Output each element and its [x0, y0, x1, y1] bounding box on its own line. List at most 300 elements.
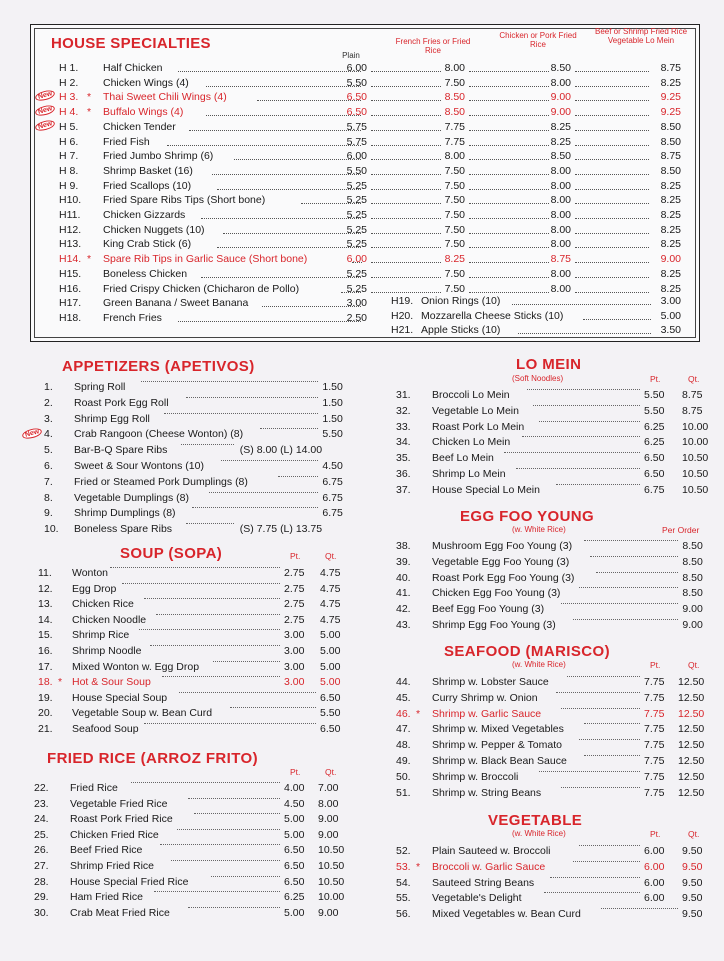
item-number: 6.	[44, 460, 53, 472]
item-price-qt: 4.75	[320, 613, 341, 626]
item-name: Broccoli w. Garlic Sauce	[432, 860, 546, 873]
item-price-pt: 6.25	[284, 891, 305, 904]
item-price-pt: 4.00	[284, 782, 305, 794]
menu-item-row	[0, 692, 724, 707]
item-price-qt: 12.50	[678, 676, 705, 688]
soup-qt-header: Qt.	[325, 551, 337, 561]
item-price-pt: 2.75	[284, 567, 305, 579]
item-number: 33.	[396, 420, 411, 433]
item-code: H 2.	[59, 76, 79, 89]
extra-price: 5.00	[660, 309, 681, 322]
item-number: 56.	[396, 908, 411, 921]
house-item-row	[31, 77, 699, 92]
item-name: Chicken Gizzards	[103, 209, 186, 221]
new-badge: New	[34, 89, 56, 103]
item-price-pt: 6.50	[284, 860, 305, 872]
menu-item-row	[0, 755, 724, 770]
price-fries: 7.50	[444, 179, 465, 192]
item-price-pt: 7.75	[644, 786, 665, 799]
item-price-qt: 9.50	[682, 845, 703, 857]
item-name: Mushroom Egg Foo Young (3)	[432, 540, 573, 552]
dot-leader	[561, 708, 640, 709]
item-number: 15.	[38, 629, 53, 642]
dot-leader	[575, 180, 649, 190]
item-number: 46.	[396, 707, 411, 720]
item-code: H18.	[59, 311, 82, 324]
item-number: 12.	[38, 582, 53, 595]
item-price-qt: 10.50	[682, 468, 709, 480]
item-price-qt: 9.50	[682, 908, 703, 921]
item-number: 17.	[38, 660, 53, 673]
item-code: H13.	[59, 238, 82, 251]
price-chicken: 9.00	[550, 106, 571, 119]
item-number: 30.	[34, 906, 49, 919]
menu-item-row	[0, 484, 724, 499]
price-plain: 5.50	[346, 164, 367, 177]
item-price-pt: 6.50	[284, 875, 305, 888]
item-price-qt: 10.00	[682, 436, 709, 449]
dot-leader	[469, 238, 549, 248]
item-number: 20.	[38, 707, 53, 720]
item-price-pt: 7.75	[644, 739, 665, 752]
item-price-pt: 6.25	[644, 420, 665, 433]
item-price: 8.50	[682, 555, 703, 568]
dot-leader	[561, 603, 678, 604]
price-beef: 9.25	[660, 106, 681, 119]
price-beef: 8.75	[660, 150, 681, 163]
item-code: H11.	[59, 209, 81, 221]
dot-leader	[178, 62, 361, 72]
item-name: Roast Pork Lo Mein	[432, 420, 525, 433]
price-plain: 6.00	[346, 62, 367, 74]
item-code: H10.	[59, 194, 82, 207]
item-price: 6.75	[322, 475, 343, 488]
item-price-pt: 5.00	[284, 828, 305, 841]
item-name: Egg Drop	[72, 582, 117, 595]
item-number: 31.	[396, 389, 411, 401]
menu-item-row	[0, 829, 724, 844]
item-number: 1.	[44, 381, 53, 393]
dot-leader	[371, 150, 441, 160]
item-name: French Fries	[103, 311, 162, 324]
price-plain: 6.50	[346, 91, 367, 104]
price-plain: 5.75	[346, 135, 367, 148]
item-number: 14.	[38, 613, 53, 626]
dot-leader	[371, 180, 441, 190]
menu-item-row	[0, 421, 724, 436]
col-plain: Plain	[342, 51, 360, 60]
price-fries: 7.50	[444, 238, 465, 251]
dot-leader	[371, 62, 441, 72]
item-name: Hot & Sour Soup	[72, 676, 151, 689]
item-number: 5.	[44, 444, 53, 457]
dot-leader	[469, 268, 549, 278]
item-name: Sweet & Sour Wontons (10)	[74, 460, 204, 472]
dot-leader	[371, 165, 441, 175]
price-chicken: 8.25	[550, 135, 571, 148]
price-beef: 8.25	[660, 194, 681, 207]
extra-code: H20.	[391, 309, 414, 322]
item-name: Beef Fried Rice	[70, 844, 143, 857]
item-name: Beef Egg Foo Young (3)	[432, 603, 545, 616]
vegetable-title: VEGETABLE	[488, 812, 583, 829]
dot-leader	[371, 121, 441, 131]
item-code: H 9.	[59, 179, 79, 192]
price-chicken: 8.00	[550, 223, 571, 236]
item-number: 22.	[34, 782, 49, 794]
item-price-pt: 3.00	[284, 660, 305, 673]
item-number: 45.	[396, 691, 411, 704]
menu-item-row	[0, 572, 724, 587]
item-number: 48.	[396, 739, 411, 752]
dot-leader	[189, 121, 361, 131]
dot-leader	[575, 150, 649, 160]
item-name: Boneless Spare Ribs	[74, 523, 173, 536]
menu-item-row	[0, 787, 724, 802]
price-chicken: 8.50	[550, 62, 571, 74]
item-name: Buffalo Wings (4)	[103, 106, 184, 119]
item-name: House Special Lo Mein	[432, 483, 540, 496]
item-price-qt: 12.50	[678, 786, 705, 799]
item-code: H16.	[59, 282, 82, 295]
item-name: Fried Jumbo Shrimp (6)	[103, 150, 214, 163]
dot-leader	[371, 106, 441, 116]
vegetable-qt-header: Qt.	[688, 829, 700, 839]
item-name: Vegetable's Delight	[432, 892, 522, 905]
item-number: 40.	[396, 571, 411, 584]
price-plain: 5.25	[346, 209, 367, 221]
item-name: Shrimp w. Garlic Sauce	[432, 707, 542, 720]
item-price: 9.00	[682, 603, 703, 616]
price-plain: 3.00	[346, 297, 367, 310]
dot-leader	[584, 540, 678, 541]
item-code: H 6.	[59, 135, 79, 148]
item-number: 34.	[396, 436, 411, 449]
item-price-pt: 7.75	[644, 770, 665, 783]
item-number: 28.	[34, 875, 49, 888]
dot-leader	[539, 421, 640, 422]
price-chicken: 8.75	[550, 253, 571, 266]
item-price-qt: 12.50	[678, 739, 705, 752]
house-item-row	[31, 194, 699, 209]
dot-leader	[469, 209, 549, 219]
item-price-qt: 12.50	[678, 723, 705, 736]
item-number: 16.	[38, 645, 53, 657]
dot-leader	[469, 283, 549, 293]
item-name: Chicken Wings (4)	[103, 76, 189, 89]
item-price-qt: 4.75	[320, 567, 341, 579]
item-number: 42.	[396, 603, 411, 616]
menu-item-row	[0, 771, 724, 786]
item-name: King Crab Stick (6)	[103, 238, 192, 251]
dot-leader	[469, 165, 549, 175]
dot-leader	[584, 755, 640, 756]
item-code: H15.	[59, 267, 82, 280]
price-beef: 8.50	[660, 120, 681, 133]
new-badge: New	[34, 104, 56, 118]
menu-item-row	[0, 523, 724, 538]
menu-item-row	[0, 452, 724, 467]
item-price-pt: 5.50	[644, 389, 665, 401]
item-code: H 8.	[59, 164, 79, 177]
extra-code: H19.	[391, 295, 414, 307]
dot-leader	[371, 91, 441, 101]
dot-leader	[516, 468, 640, 469]
item-price-qt: 9.50	[682, 892, 703, 905]
price-chicken: 9.00	[550, 91, 571, 104]
price-fries: 7.75	[444, 120, 465, 133]
item-name: Curry Shrimp w. Onion	[432, 691, 538, 704]
item-price: 4.50	[322, 460, 343, 472]
dot-leader	[186, 523, 234, 524]
eggfoo-per-header: Per Order	[662, 525, 700, 535]
item-price-qt: 5.50	[320, 707, 341, 720]
item-code: H 4.	[59, 106, 79, 119]
friedrice-pt-header: Pt.	[290, 767, 301, 777]
item-price: 1.50	[322, 381, 343, 393]
dot-leader	[575, 253, 649, 263]
dot-leader	[573, 619, 678, 620]
price-beef: 8.25	[660, 209, 681, 221]
dot-leader	[522, 436, 641, 437]
dot-leader	[575, 106, 649, 116]
item-number: 2.	[44, 396, 53, 409]
extra-name: Mozzarella Cheese Sticks (10)	[421, 309, 564, 322]
item-price-pt: 6.50	[644, 452, 665, 465]
star-mark: *	[416, 860, 421, 873]
item-price-pt: 3.00	[284, 676, 305, 689]
item-number: 3.	[44, 412, 53, 425]
dot-leader	[469, 180, 549, 190]
menu-item-row	[0, 661, 724, 676]
item-code: H14.	[59, 253, 82, 266]
item-name: Vegetable Fried Rice	[70, 797, 168, 810]
item-number: 8.	[44, 491, 53, 504]
dot-leader	[575, 224, 649, 234]
price-plain: 5.25	[346, 238, 367, 251]
item-price-qt: 10.50	[682, 452, 709, 465]
item-name: Shrimp Lo Mein	[432, 468, 506, 480]
dot-leader	[575, 62, 649, 72]
item-name: Half Chicken	[103, 62, 163, 74]
price-fries: 8.50	[444, 91, 465, 104]
item-number: 37.	[396, 483, 411, 496]
seafood-qt-header: Qt.	[688, 660, 700, 670]
dot-leader	[371, 283, 441, 293]
menu-item-row	[0, 405, 724, 420]
item-price-qt: 9.50	[682, 860, 703, 873]
item-name: Chicken Nuggets (10)	[103, 223, 205, 236]
item-price-pt: 7.75	[644, 723, 665, 736]
house-item-row	[31, 268, 699, 283]
new-badge: New	[21, 427, 43, 441]
item-name: Roast Pork Egg Roll	[74, 396, 169, 409]
price-beef: 8.25	[660, 238, 681, 251]
item-number: 43.	[396, 619, 411, 631]
menu-item-row	[0, 619, 724, 634]
item-price-qt: 10.50	[318, 875, 345, 888]
item-number: 44.	[396, 676, 411, 688]
item-price-qt: 12.50	[678, 755, 705, 767]
dot-leader	[556, 692, 640, 693]
menu-item-row	[0, 556, 724, 571]
item-number: 18.	[38, 676, 53, 689]
price-fries: 8.50	[444, 106, 465, 119]
house-item-row	[31, 136, 699, 151]
item-name: Chicken Lo Mein	[432, 436, 511, 449]
col-chicken: Chicken or Pork Fried Rice	[499, 31, 577, 49]
menu-item-row	[0, 587, 724, 602]
dot-leader	[575, 283, 649, 293]
item-name: Mixed Vegetables w. Bean Curd	[432, 908, 581, 921]
item-name: Mixed Wonton w. Egg Drop	[72, 660, 200, 673]
col-beef: Beef or Shrimp Fried Rice Vegetable Lo Mein	[594, 27, 688, 45]
item-number: 10.	[44, 523, 59, 536]
item-name: House Special Soup	[72, 691, 168, 704]
dot-leader	[601, 908, 678, 909]
star-mark: *	[87, 253, 92, 266]
dot-leader	[512, 295, 651, 305]
item-name: Boneless Chicken	[103, 267, 188, 280]
item-price-pt: 5.00	[284, 813, 305, 826]
dot-leader	[544, 892, 640, 893]
item-number: 9.	[44, 507, 53, 520]
item-name: Shrimp Egg Roll	[74, 412, 150, 425]
friedrice-title: FRIED RICE (ARROZ FRITO)	[47, 750, 258, 767]
dot-leader	[575, 194, 649, 204]
item-price-qt: 5.00	[320, 676, 341, 689]
item-number: 35.	[396, 452, 411, 465]
item-number: 11.	[38, 567, 52, 579]
star-mark: *	[58, 676, 63, 689]
item-name: Shrimp Rice	[72, 629, 130, 642]
price-fries: 7.50	[444, 76, 465, 89]
menu-item-row	[0, 645, 724, 660]
price-beef: 8.25	[660, 223, 681, 236]
price-fries: 7.50	[444, 209, 465, 221]
item-code: H12.	[59, 223, 82, 236]
item-name: Vegetable Dumplings (8)	[74, 491, 189, 504]
dot-leader	[583, 310, 651, 320]
dot-leader	[575, 209, 649, 219]
dot-leader	[141, 381, 318, 382]
menu-item-row	[0, 436, 724, 451]
item-name: Fried Rice	[70, 782, 118, 794]
dot-leader	[371, 268, 441, 278]
item-number: 38.	[396, 540, 411, 552]
dot-leader	[590, 556, 678, 557]
price-beef: 8.50	[660, 135, 681, 148]
price-chicken: 8.25	[550, 120, 571, 133]
item-name: Shrimp w. Lobster Sauce	[432, 676, 549, 688]
dot-leader	[469, 150, 549, 160]
house-item-row	[31, 62, 699, 77]
price-chicken: 8.00	[550, 282, 571, 295]
item-name: Sauteed String Beans	[432, 876, 535, 889]
eggfoo-title: EGG FOO YOUNG	[460, 508, 595, 525]
item-price-qt: 10.50	[682, 483, 709, 496]
price-beef: 8.75	[660, 62, 681, 74]
menu-item-row	[0, 507, 724, 522]
item-number: 4.	[44, 428, 53, 441]
item-price-qt: 6.50	[320, 691, 341, 704]
price-plain: 5.25	[346, 267, 367, 280]
item-price-pt: 3.00	[284, 629, 305, 642]
dot-leader	[539, 771, 640, 772]
item-price: (S) 7.75 (L) 13.75	[239, 523, 323, 536]
menu-item-row	[0, 845, 724, 860]
price-chicken: 8.00	[550, 179, 571, 192]
item-price-pt: 6.00	[644, 892, 665, 905]
item-price-qt: 7.00	[318, 782, 339, 794]
item-number: 53.	[396, 860, 411, 873]
item-name: Thai Sweet Chili Wings (4)	[103, 91, 227, 104]
item-name: Bar-B-Q Spare Ribs	[74, 444, 168, 457]
item-name: Shrimp Dumplings (8)	[74, 507, 176, 520]
item-name: Chicken Tender	[103, 120, 176, 133]
vegetable-pt-header: Pt.	[650, 829, 661, 839]
item-price-pt: 6.50	[644, 468, 665, 480]
house-item-row	[31, 238, 699, 253]
house-item-row	[31, 91, 699, 106]
price-fries: 8.00	[444, 62, 465, 74]
item-name: Wonton	[72, 567, 108, 579]
item-price-qt: 12.50	[678, 691, 705, 704]
price-plain: 6.50	[346, 106, 367, 119]
item-price: 1.50	[322, 412, 343, 425]
item-price-qt: 9.50	[682, 876, 703, 889]
extra-name: Onion Rings (10)	[421, 295, 501, 307]
house-item-row	[31, 150, 699, 165]
item-name: Chicken Egg Foo Young (3)	[432, 587, 561, 600]
house-extra-row	[31, 295, 699, 310]
item-name: Plain Sauteed w. Broccoli	[432, 845, 551, 857]
extra-code: H21.	[391, 324, 414, 337]
dot-leader	[371, 77, 441, 87]
item-number: 39.	[396, 555, 411, 568]
item-price: 6.75	[322, 507, 343, 520]
item-price-pt: 2.75	[284, 613, 305, 626]
dot-leader	[469, 253, 549, 263]
item-price-qt: 12.50	[678, 707, 705, 720]
price-beef: 8.25	[660, 282, 681, 295]
dot-leader	[575, 121, 649, 131]
friedrice-qt-header: Qt.	[325, 767, 337, 777]
item-number: 19.	[38, 691, 53, 704]
menu-item-row	[0, 540, 724, 555]
menu-item-row	[0, 723, 724, 738]
dot-leader	[575, 91, 649, 101]
house-extra-row	[31, 324, 699, 339]
item-price-pt: 6.00	[644, 845, 665, 857]
item-name: Vegetable Lo Mein	[432, 404, 519, 417]
item-number: 47.	[396, 723, 411, 736]
item-price-qt: 10.50	[318, 844, 345, 857]
item-number: 7.	[44, 475, 53, 488]
item-price: 8.50	[682, 587, 703, 600]
dot-leader	[550, 877, 640, 878]
item-number: 49.	[396, 755, 411, 767]
dot-leader	[596, 572, 678, 573]
lomein-pt-header: Pt.	[650, 374, 661, 384]
item-name: Shrimp w. Black Bean Sauce	[432, 755, 567, 767]
dot-leader	[469, 106, 549, 116]
dot-leader	[213, 661, 280, 662]
menu-item-row	[0, 813, 724, 828]
item-name: Shrimp w. Mixed Vegetables	[432, 723, 564, 736]
house-item-row	[31, 253, 699, 268]
dot-leader	[469, 77, 549, 87]
